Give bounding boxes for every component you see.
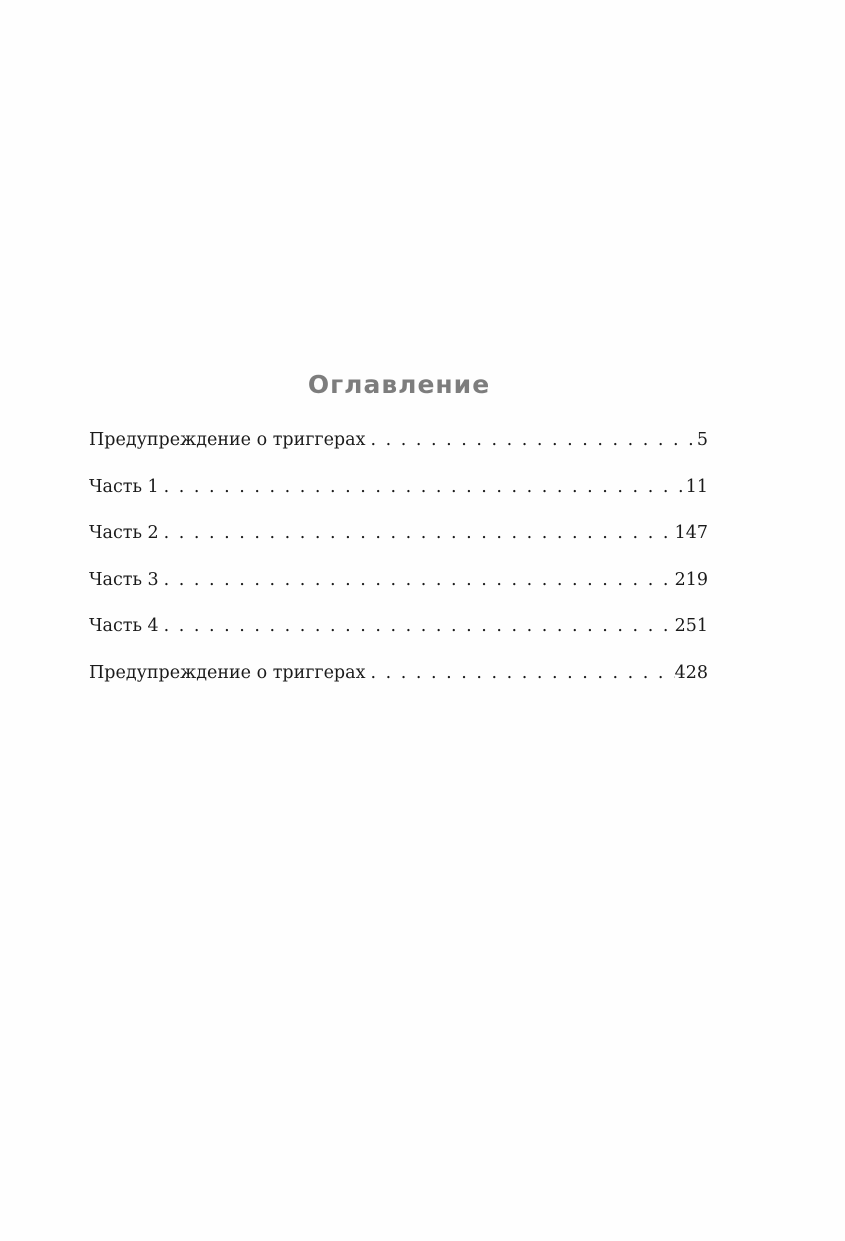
- toc-list: [89, 430, 708, 710]
- toc-entry[interactable]: [89, 477, 708, 524]
- toc-entry-page: 428: [674, 662, 708, 683]
- toc-entry-page: 251: [674, 616, 708, 637]
- toc-entry-page: 11: [685, 476, 708, 497]
- dot-leader: [159, 477, 686, 497]
- toc-entry[interactable]: [89, 570, 708, 617]
- dot-leader: [365, 663, 674, 683]
- toc-entry-page: 5: [696, 430, 708, 450]
- toc-entry-page: 219: [674, 569, 708, 590]
- toc-entry-label: Предупреждение о триггерах: [89, 430, 366, 450]
- toc-entry-label: Предупреждение о триггерах: [89, 662, 366, 683]
- dot-leader: [159, 570, 675, 590]
- dot-leader: [365, 430, 696, 450]
- toc-entry[interactable]: [89, 523, 708, 570]
- toc-entry[interactable]: [89, 430, 708, 477]
- toc-entry-label: Часть 2: [89, 523, 159, 544]
- toc-entry-label: Часть 4: [89, 616, 159, 637]
- toc-entry-label: Часть 1: [89, 476, 159, 497]
- toc-entry[interactable]: [89, 663, 708, 710]
- toc-entry-label: Часть 3: [89, 569, 159, 590]
- toc-entry-page: 147: [674, 523, 708, 544]
- toc-entry[interactable]: [89, 616, 708, 663]
- dot-leader: [159, 616, 675, 636]
- toc-title: Оглавление: [307, 370, 491, 399]
- dot-leader: [159, 523, 675, 543]
